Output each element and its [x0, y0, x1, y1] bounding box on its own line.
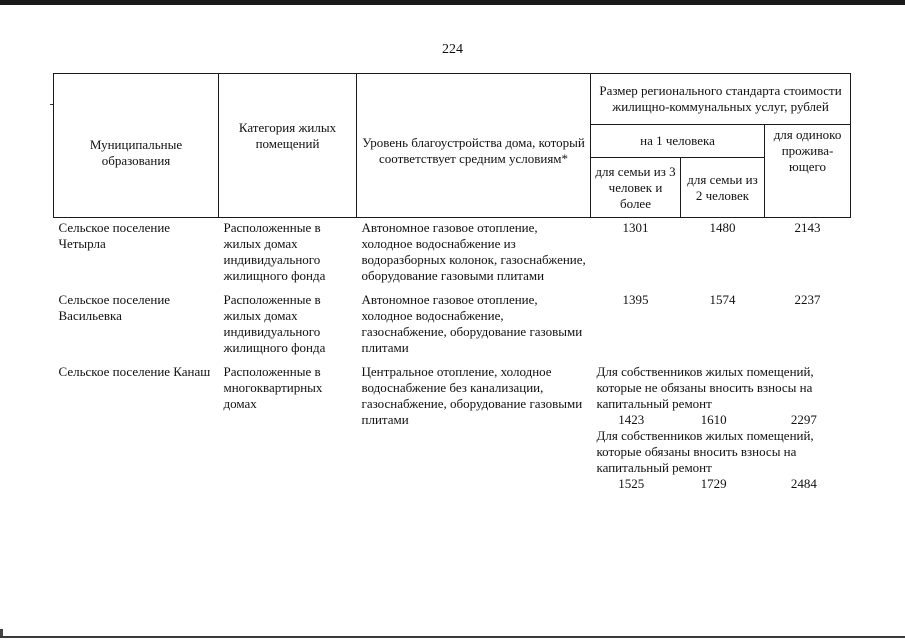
- cell-family-3: 1395: [622, 292, 649, 307]
- header-family-2: для семьи из 2 человек: [681, 158, 765, 218]
- top-border-rule: [0, 0, 905, 5]
- header-standard-size: Размер регионального стандарта стоимости жилищно-коммунальных услуг, рублей: [591, 74, 851, 125]
- cell-single: 2237: [794, 292, 821, 307]
- value-single: 2297: [790, 412, 817, 427]
- cell-category: Расположенные в жилых домах индивидуального жилищного фонда: [223, 220, 326, 283]
- note-no-capital-repair: Для собственников жилых помещений, которые не обязаны вносить взносы на капитальный ремонт: [596, 364, 814, 411]
- cell-municipality: Сельское поселение Васильевка: [58, 292, 171, 323]
- cell-category: Расположенные в жилых домах индивидуального жилищного фонда: [223, 292, 326, 355]
- regional-standard-table: [53, 73, 851, 496]
- cell-comfort: Автономное газовое отопление, холодное водоснабжение из водоразборных колонок, газоснабжение, оборудование газовыми плитами: [361, 220, 586, 283]
- header-municipality: Муниципальные образования: [54, 74, 219, 218]
- value-single: 2484: [790, 476, 817, 491]
- header-family-3: для семьи из 3 человек и более: [591, 158, 681, 218]
- cell-category: Расположенные в многоквартирных домах: [223, 364, 323, 411]
- value-family-3: 1423: [618, 412, 645, 427]
- cell-family-2: 1574: [709, 292, 736, 307]
- cell-owner-notes: [591, 362, 851, 496]
- header-single-resident: для одиноко прожива-ющего: [765, 125, 851, 218]
- value-family-2: 1729: [700, 476, 727, 491]
- cell-family-3: 1301: [622, 220, 649, 235]
- header-per-person: на 1 человека: [591, 125, 765, 158]
- bottom-border-rule: [0, 636, 905, 638]
- value-family-3: 1525: [618, 476, 645, 491]
- table-row: [54, 362, 851, 496]
- cell-municipality: Сельское поселение Четырла: [58, 220, 171, 251]
- cell-comfort: Автономное газовое отопление, холодное водоснабжение, газоснабжение, оборудование газовыми плитами: [361, 292, 583, 355]
- table-row: [54, 218, 851, 291]
- cell-single: 2143: [794, 220, 821, 235]
- header-category: Категория жилых помещений: [219, 74, 357, 218]
- values-no-capital-repair: [597, 412, 847, 428]
- values-with-capital-repair: [597, 476, 847, 492]
- table-row: [54, 290, 851, 362]
- page-number: 224: [442, 42, 463, 57]
- cell-comfort: Центральное отопление, холодное водоснабжение без канализации, газоснабжение, оборудование газовыми плитами: [361, 364, 583, 427]
- note-with-capital-repair: Для собственников жилых помещений, которые обязаны вносить взносы на капитальный ремонт: [596, 428, 814, 475]
- header-comfort-level: Уровень благоустройства дома, который соответствует средним условиям*: [357, 74, 591, 218]
- cell-family-2: 1480: [709, 220, 736, 235]
- value-family-2: 1610: [700, 412, 727, 427]
- cell-municipality: Сельское поселение Канаш: [58, 364, 211, 379]
